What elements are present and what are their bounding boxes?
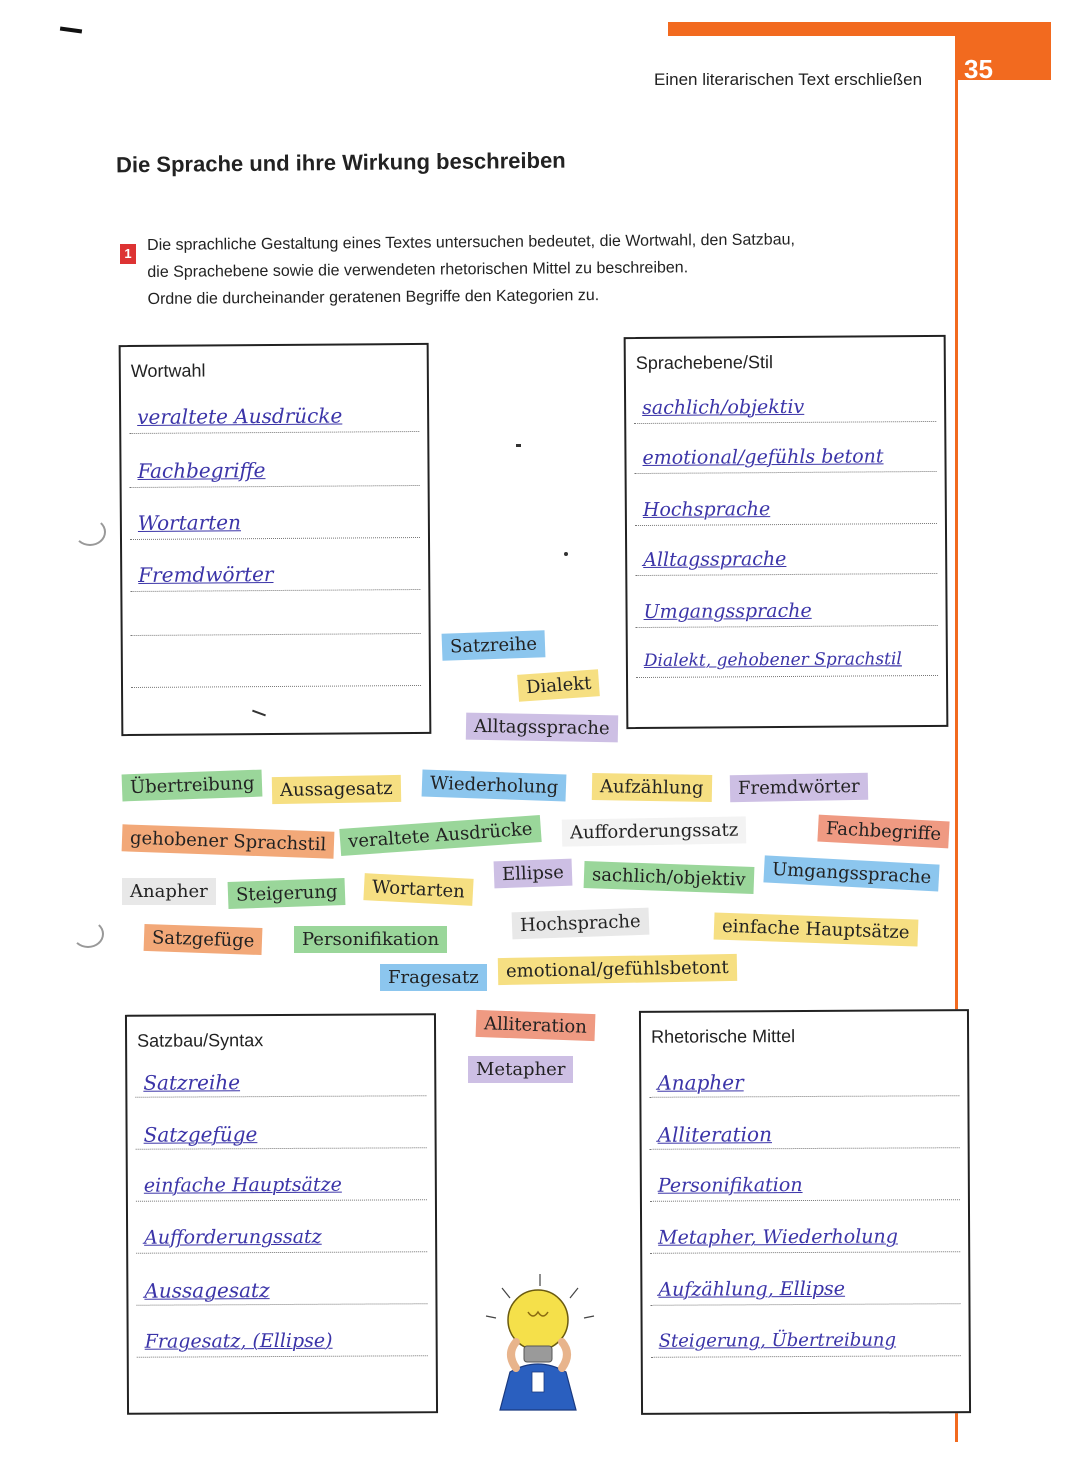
lightbulb-illustration [480, 1272, 600, 1412]
handwritten-entry: sachlich/objektiv [642, 395, 805, 420]
answer-line [130, 589, 420, 592]
handwritten-entry: Umgangssprache [643, 599, 812, 623]
term-chip: Aufzählung [592, 773, 712, 802]
box-title: Rhetorische Mittel [651, 1026, 796, 1047]
answer-line [636, 625, 938, 628]
term-chip: Fachbegriffe [817, 815, 949, 849]
handwritten-entry: Fremdwörter [138, 562, 274, 587]
term-chip: Aufforderungssatz [562, 816, 747, 846]
answer-line [635, 471, 937, 474]
handwritten-entry: Wortarten [137, 510, 242, 535]
answer-line [137, 1355, 428, 1358]
term-chip: Ellipse [494, 859, 573, 889]
box-title: Satzbau/Syntax [137, 1030, 264, 1051]
term-chip: Steigerung [228, 878, 346, 909]
answer-line [650, 1251, 960, 1254]
term-chip: Wortarten [363, 873, 473, 906]
handwritten-entry: Alltagssprache [643, 547, 787, 571]
punch-hole-mark [74, 518, 106, 546]
answer-line [650, 1199, 960, 1202]
term-chip: Fremdwörter [730, 773, 868, 802]
term-chip: Wiederholung [422, 769, 567, 801]
page-title: Die Sprache und ihre Wirkung beschreiben [115, 147, 566, 178]
page-number: 35 [964, 54, 993, 84]
box-sprachebene [624, 335, 949, 729]
answer-line [651, 1355, 961, 1358]
answer-line [129, 431, 419, 434]
term-chip: Hochsprache [512, 908, 649, 940]
answer-line [136, 1251, 427, 1254]
answer-line [649, 1095, 959, 1098]
handwritten-entry: Satzreihe [143, 1070, 241, 1095]
handwritten-entry: Aussagesatz [144, 1278, 270, 1303]
term-chip: emotional/gefühlsbetont [498, 954, 737, 985]
box-title: Sprachebene/Stil [635, 352, 773, 374]
answer-line [131, 633, 421, 636]
answer-line [634, 421, 936, 424]
box-wortwahl [119, 343, 432, 736]
term-chip: Metapher [468, 1056, 573, 1083]
task-line: Ordne die durcheinander geratenen Begriffe den Kategorien zu. [147, 287, 600, 308]
handwritten-entry: einfache Hauptsätze [143, 1173, 342, 1197]
handwritten-entry: Fachbegriffe [137, 458, 266, 483]
handwritten-entry: Steigerung, Übertreibung [658, 1329, 897, 1352]
term-chip: Satzgefüge [144, 924, 263, 955]
pen-mark [516, 444, 521, 447]
answer-line [135, 1095, 426, 1098]
answer-line [131, 685, 421, 688]
term-chip: Alliteration [476, 1010, 596, 1041]
answer-line [635, 523, 937, 526]
box-rhetorik [639, 1009, 971, 1415]
handwritten-entry: Aufforderungssatz [144, 1225, 322, 1249]
handwritten-entry: Hochsprache [642, 498, 771, 521]
term-chip: Umgangssprache [763, 855, 939, 891]
term-chip: veraltete Ausdrücke [339, 815, 541, 856]
answer-line [636, 675, 938, 678]
term-chip: Aussagesatz [272, 775, 401, 804]
answer-line [136, 1303, 427, 1306]
term-chip: Anapher [122, 878, 216, 905]
corner-mark [60, 26, 82, 33]
term-chip: Dialekt [517, 669, 600, 702]
task-line: Die sprachliche Gestaltung eines Textes untersuchen bedeutet, die Wortwahl, den Satzbau, [147, 231, 795, 254]
handwritten-entry: Personifikation [657, 1174, 803, 1197]
section-title: Einen literarischen Text erschließen [654, 70, 923, 89]
answer-line [130, 537, 420, 540]
task-number: 1 [120, 244, 136, 264]
handwritten-entry: emotional/gefühls betont [642, 445, 884, 469]
handwritten-entry: Satzgefüge [143, 1122, 258, 1147]
answer-line [130, 485, 420, 488]
handwritten-entry: Anapher [657, 1070, 744, 1095]
task-instructions [147, 226, 888, 313]
answer-line [136, 1199, 427, 1202]
punch-hole-mark [72, 920, 104, 948]
term-chip: sachlich/objektiv [584, 861, 754, 894]
pen-mark [564, 552, 568, 556]
box-satzbau [125, 1013, 438, 1415]
answer-line [650, 1303, 960, 1306]
term-chip: einfache Hauptsätze [714, 912, 918, 946]
term-chip: Alltagssprache [466, 713, 618, 743]
task-line: die Sprachebene sowie die verwendeten rhetorischen Mittel zu beschreiben. [147, 259, 689, 281]
answer-line [635, 573, 937, 576]
box-title: Wortwahl [130, 360, 206, 382]
handwritten-entry: Aufzählung, Ellipse [658, 1277, 846, 1301]
term-chip: Übertreibung [122, 770, 263, 802]
handwritten-entry: veraltete Ausdrücke [137, 403, 343, 429]
answer-line [136, 1147, 427, 1150]
term-chip: Satzreihe [442, 630, 546, 661]
term-chip: Fragesatz [380, 964, 487, 991]
handwritten-entry: Fragesatz, (Ellipse) [144, 1329, 333, 1353]
answer-line [650, 1147, 960, 1150]
term-chip: gehobener Sprachstil [122, 824, 335, 858]
handwritten-entry: Alliteration [657, 1122, 773, 1147]
handwritten-entry: Dialekt, gehobener Sprachstil [643, 649, 902, 671]
handwritten-entry: Metapher, Wiederholung [658, 1225, 898, 1249]
term-chip: Personifikation [294, 926, 447, 953]
